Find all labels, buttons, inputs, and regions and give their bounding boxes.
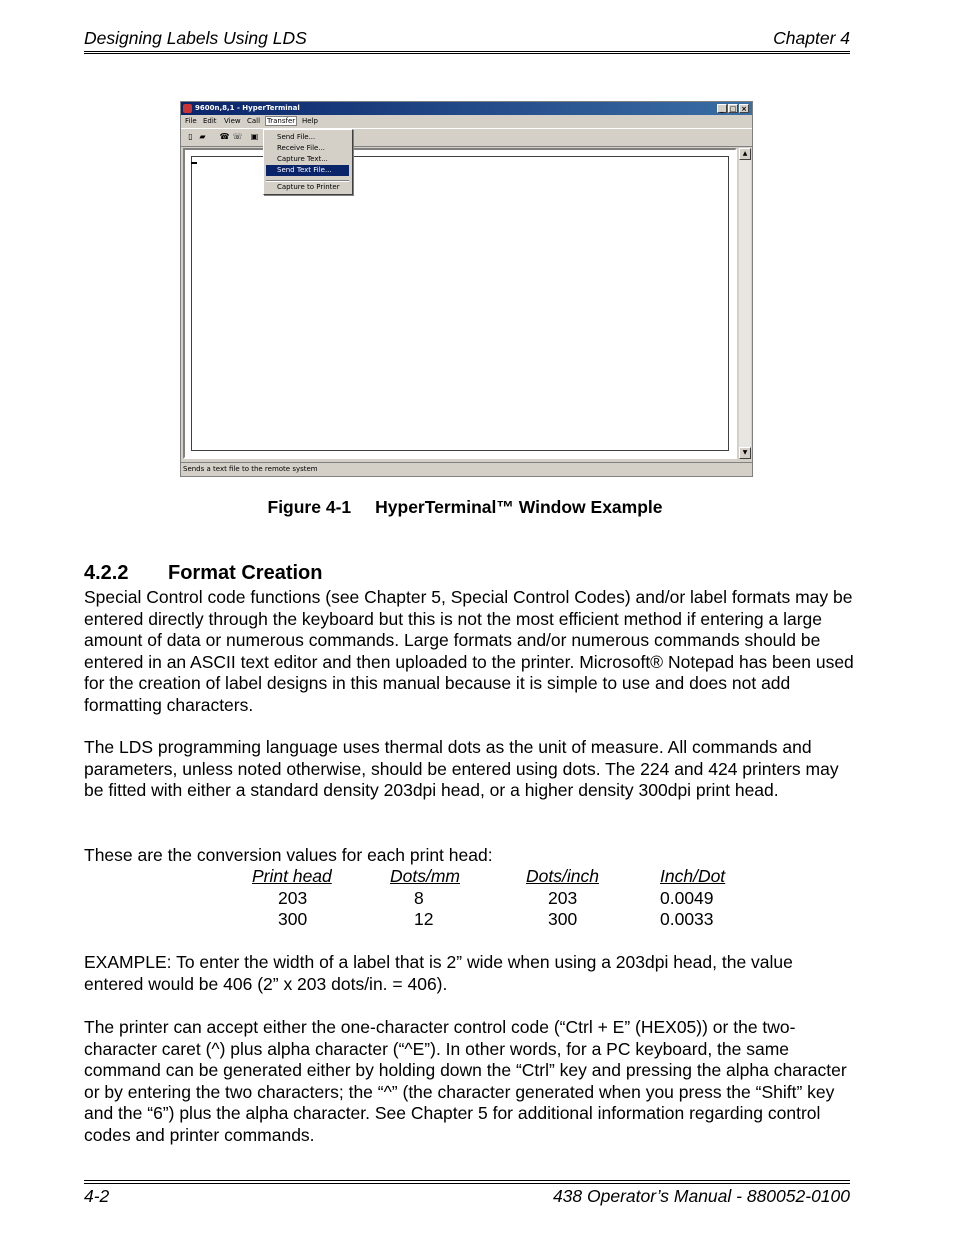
menu-item-send-file[interactable]: Send File... [277,133,316,141]
figure-title: HyperTerminal™ Window Example [375,497,663,517]
disconnect-icon[interactable]: ☏ [232,132,243,141]
window-titlebar [181,102,752,115]
scroll-up-icon[interactable]: ▲ [739,148,751,160]
header-rule [84,53,850,54]
menu-view[interactable]: View [224,117,241,125]
section-number: 4.2.2 [84,562,129,584]
table-header: Print head [252,866,332,886]
figure-caption [0,497,930,518]
menu-item-capture-to-printer[interactable]: Capture to Printer [277,183,340,191]
window-title: 9600n,8,1 - HyperTerminal [195,104,300,112]
conversion-table [252,866,732,931]
header-chapter: Chapter 4 [773,28,850,48]
new-icon[interactable]: ▯ [185,131,196,142]
page-header [84,28,850,52]
section-heading [84,562,322,585]
menu-edit[interactable]: Edit [203,117,217,125]
table-header: Dots/mm [390,866,460,886]
table-cell: 203 [548,887,578,908]
table-cell: 300 [548,909,578,930]
table-row [252,888,732,910]
manual-title: 438 Operator’s Manual - 880052-0100 [552,1186,850,1206]
menu-help[interactable]: Help [302,117,318,125]
transfer-menu [263,129,353,195]
paragraph-3: These are the conversion values for each print head: [84,845,493,865]
header-title: Designing Labels Using LDS [84,28,307,48]
table-row [252,909,732,931]
scroll-down-icon[interactable]: ▼ [739,447,751,459]
page-number: 4-2 [84,1186,110,1206]
menu-item-receive-file[interactable]: Receive File... [277,144,326,152]
status-text: Sends a text file to the remote system [183,465,318,473]
status-bar [181,462,752,476]
paragraph-1: Special Control code functions (see Chapter 5, Special Control Codes) and/or label formats may be entered directly through the keyboard but this is not the most efficient method if entering a large amount of data or numerous commands. Large formats and/or numerous commands should be entered in an ASCII text editor and then uploaded to the printer. Microsoft® Notepad has been used for the creation of label designs in this manual because it is simple to use and does not add formatting characters. [84,587,854,715]
text-cursor [191,162,197,164]
table-cell: 12 [414,909,434,930]
minimize-icon[interactable]: _ [717,104,727,113]
menu-item-send-text-file[interactable]: Send Text File... [266,165,349,176]
menu-transfer[interactable]: Transfer [267,117,296,125]
table-cell: 0.0033 [660,909,714,930]
call-icon[interactable]: ☎ [219,132,230,141]
menu-call[interactable]: Call [247,117,261,125]
maximize-icon[interactable]: □ [729,105,737,113]
table-cell: 0.0049 [660,887,714,908]
close-icon[interactable]: × [739,104,749,113]
paragraph-4: EXAMPLE: To enter the width of a label that is 2” wide when using a 203dpi head, the value entered would be 406 (2” x 203 dots/in. = 406). [84,952,793,994]
app-icon [183,104,192,113]
terminal-frame [191,156,729,451]
menu-item-capture-text[interactable]: Capture Text... [277,155,328,163]
paragraph-2: The LDS programming language uses thermal dots as the unit of measure. All commands and parameters, unless noted otherwise, should be entered using dots. The 224 and 424 printers may be fitted with either a standard density 203dpi head, or a higher density 300dpi print head. [84,737,839,801]
table-header: Dots/inch [526,866,599,886]
send-icon[interactable]: ▣ [250,132,259,141]
menu-file[interactable]: File [185,117,197,125]
table-cell: 8 [414,887,424,908]
footer-rule [84,1183,850,1184]
figure-number: Figure 4-1 [267,497,352,517]
section-title: Format Creation [168,562,323,584]
table-header-row [252,866,732,888]
table-cell: 203 [278,887,308,908]
footer-rule [84,1180,850,1181]
table-header: Inch/Dot [660,866,726,886]
table-cell: 300 [278,909,308,930]
menubar [181,116,752,127]
vertical-scrollbar[interactable] [739,148,751,459]
paragraph-5: The printer can accept either the one-character control code (“Ctrl + E” (HEX05)) or the two-character caret (^) plus alpha character (“^E”). In other words, for a PC keyboard, the same command can be generated either by holding down the “Ctrl” key and pressing the alpha character or by entering the two characters; the “^” (the character generated when you press the “Shift” key and the “6”) plus the alpha character. See Chapter 5 for additional information regarding control codes and printer commands. [84,1017,847,1145]
open-icon[interactable]: ▰ [197,131,208,142]
hyperterminal-window [180,101,753,477]
